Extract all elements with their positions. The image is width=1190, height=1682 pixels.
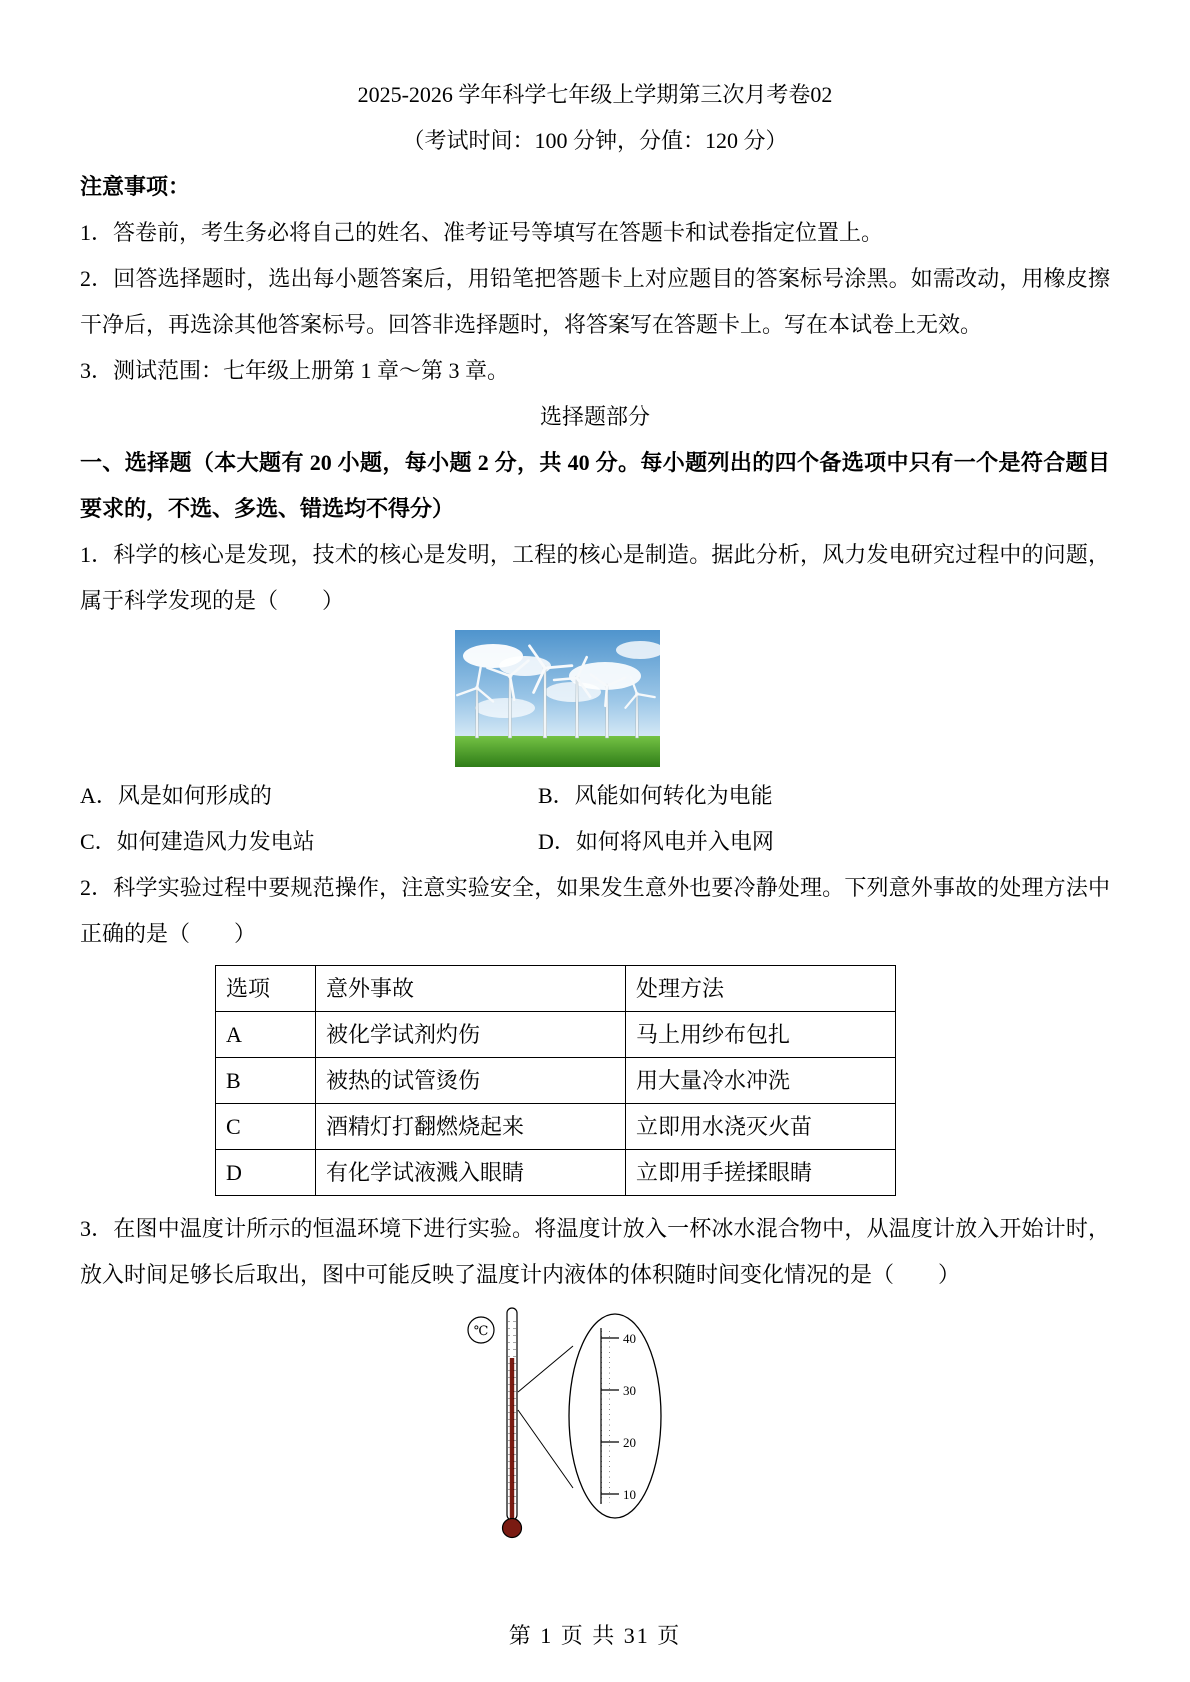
header-option: 选项 <box>216 966 316 1012</box>
table-header-row <box>216 966 896 1012</box>
celsius-badge <box>468 1317 494 1343</box>
table-cell: 立即用水浇灭火苗 <box>626 1104 896 1150</box>
magnifier-cone <box>518 1346 573 1488</box>
question-1-options <box>80 773 1110 865</box>
grass <box>455 736 660 767</box>
thermometer-figure <box>465 1300 1110 1546</box>
option-a: A．风是如何形成的 <box>80 783 272 808</box>
section-heading: 一、选择题（本大题有 20 小题，每小题 2 分，共 40 分。每小题列出的四个备选项中只有一个是符合题目要求的，不选、多选、错选均不得分） <box>80 450 1110 521</box>
magnified-scale <box>569 1314 661 1518</box>
option-d: D．如何将风电并入电网 <box>538 829 774 854</box>
question-2-text: 2．科学实验过程中要规范操作，注意实验安全，如果发生意外也要冷静处理。下列意外事故的处理方法中正确的是（ ） <box>80 875 1110 946</box>
note-item-2: 2．回答选择题时，选出每小题答案后，用铅笔把答题卡上对应题目的答案标号涂黑。如需改动，用橡皮擦干净后，再选涂其他答案标号。回答非选择题时，将答案写在答题卡上。写在本试卷上无效。 <box>80 266 1110 337</box>
table-cell: D <box>216 1150 316 1196</box>
thermometer-illustration <box>465 1300 685 1546</box>
table-row <box>216 1058 896 1104</box>
table-cell: 酒精灯打翻燃烧起来 <box>316 1104 626 1150</box>
tick-label-40: 40 <box>623 1331 636 1346</box>
table-cell: 有化学试液溅入眼睛 <box>316 1150 626 1196</box>
table-row <box>216 1104 896 1150</box>
table-cell: 马上用纱布包扎 <box>626 1012 896 1058</box>
table-cell: A <box>216 1012 316 1058</box>
header-handling: 处理方法 <box>626 966 896 1012</box>
note-item-1: 1．答卷前，考生务必将自己的姓名、准考证号等填写在答题卡和试卷指定位置上。 <box>80 220 884 245</box>
part-label: 选择题部分 <box>539 404 650 429</box>
tick-label-30: 30 <box>623 1383 636 1398</box>
table-row <box>216 1012 896 1058</box>
svg-text:℃: ℃ <box>473 1323 489 1338</box>
accident-handling-table <box>215 965 896 1196</box>
table-cell: 立即用手搓揉眼睛 <box>626 1150 896 1196</box>
note-item-3: 3．测试范围：七年级上册第 1 章～第 3 章。 <box>80 358 510 383</box>
option-b: B．风能如何转化为电能 <box>538 783 773 808</box>
table-cell: 被化学试剂灼伤 <box>316 1012 626 1058</box>
header-accident: 意外事故 <box>316 966 626 1012</box>
option-c: C．如何建造风力发电站 <box>80 829 315 854</box>
table-cell: B <box>216 1058 316 1104</box>
thermometer-tube <box>503 1308 522 1538</box>
tick-label-10: 10 <box>623 1487 636 1502</box>
page-subtitle: （考试时间：100 分钟，分值：120 分） <box>402 128 788 153</box>
wind-turbines-image <box>42 630 1072 767</box>
question-3-text: 3．在图中温度计所示的恒温环境下进行实验。将温度计放入一杯冰水混合物中，从温度计放入开始计时，放入时间足够长后取出，图中可能反映了温度计内液体的体积随时间变化情况的是（ ） <box>80 1216 1110 1287</box>
wind-turbines-illustration <box>455 630 660 767</box>
tick-label-20: 20 <box>623 1435 636 1450</box>
page-footer: 第 1 页 共 31 页 <box>508 1623 682 1648</box>
table-cell: C <box>216 1104 316 1150</box>
question-1-text: 1．科学的核心是发现，技术的核心是发明，工程的核心是制造。据此分析，风力发电研究过程中的问题，属于科学发现的是（ ） <box>80 542 1110 613</box>
table-cell: 被热的试管烫伤 <box>316 1058 626 1104</box>
table-row <box>216 1150 896 1196</box>
table-cell: 用大量冷水冲洗 <box>626 1058 896 1104</box>
notes-heading: 注意事项： <box>80 174 191 199</box>
page-title: 2025-2026 学年科学七年级上学期第三次月考卷02 <box>357 82 833 107</box>
